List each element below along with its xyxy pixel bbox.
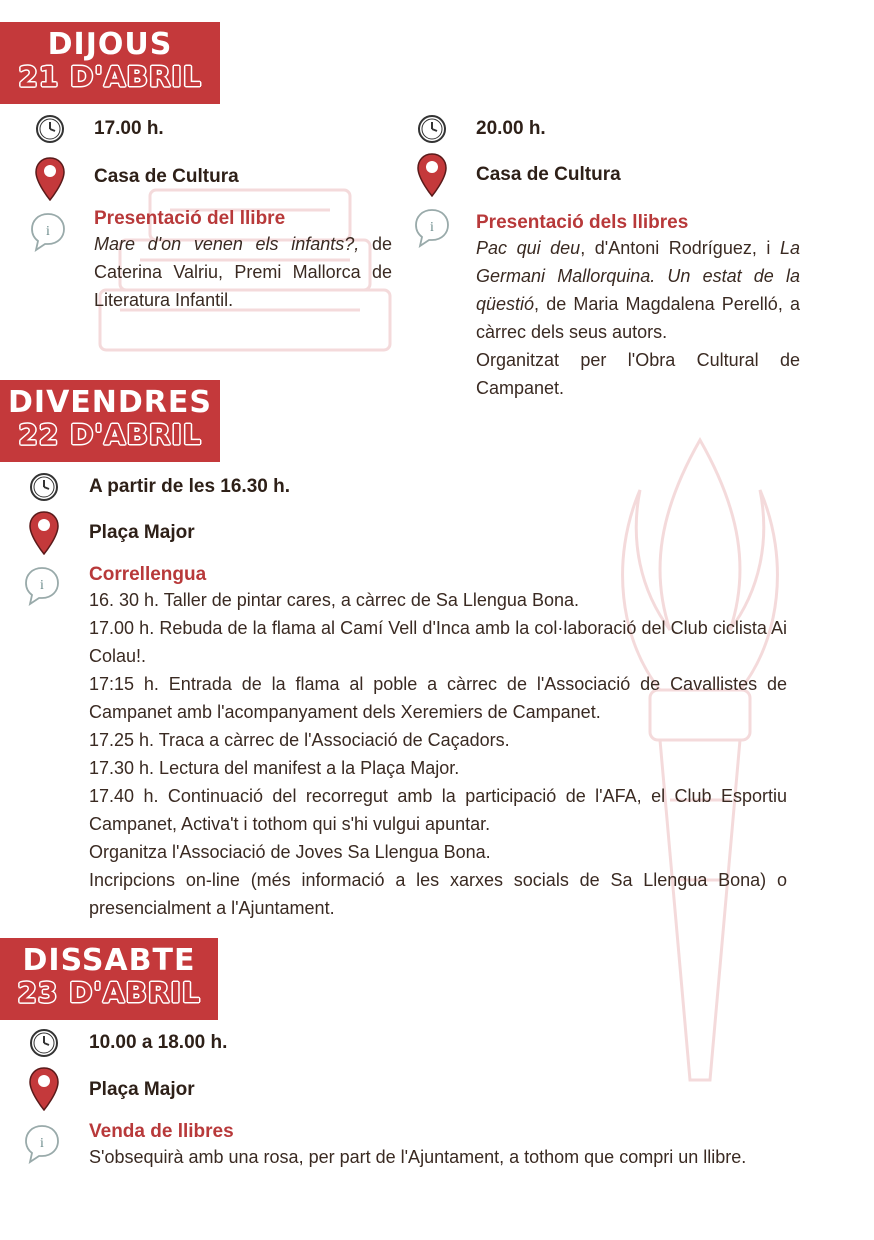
schedule-line: 17.40 h. Continuació del recorregut amb la participació de l'AFA, el Club Esportiu Campanet, Activa't i tothom qui s'hi vulgui apuntar. bbox=[89, 786, 787, 834]
schedule-line: 17:15 h. Entrada de la flama al poble a càrrec de l'Associació de Cavallistes de Campanet amb l'acompanyament dels Xeremiers de Campanet. bbox=[89, 674, 787, 722]
date-label: 23 D'ABRIL bbox=[17, 976, 201, 1009]
clock-icon bbox=[34, 112, 66, 144]
clock-icon bbox=[28, 1026, 60, 1058]
description-text: , d'Antoni Rodríguez, i bbox=[580, 238, 780, 258]
info-bubble-icon bbox=[22, 564, 62, 606]
day-label: DISSABTE bbox=[22, 943, 196, 978]
clock-icon bbox=[416, 112, 448, 144]
info-bubble-icon bbox=[412, 206, 452, 248]
event-time: 10.00 a 18.00 h. bbox=[89, 1032, 228, 1053]
schedule-line: 17.00 h. Rebuda de la flama al Camí Vell d'Inca amb la col·laboració del Club ciclista Ai Colau!. bbox=[89, 618, 787, 666]
book-title: La Germani Mallorquina. Un estat de la qüestió bbox=[476, 238, 800, 314]
date-label: 21 D'ABRIL bbox=[18, 60, 202, 93]
event-description bbox=[476, 234, 800, 346]
day-label: DIJOUS bbox=[47, 27, 173, 62]
event-details bbox=[476, 212, 800, 402]
event-details bbox=[89, 1121, 787, 1171]
event-place: Plaça Major bbox=[89, 1079, 195, 1100]
organizer-text: Organitza l'Associació de Joves Sa Llengua Bona. bbox=[89, 842, 491, 862]
event-title: Venda de llibres bbox=[89, 1121, 234, 1142]
location-pin-icon bbox=[416, 152, 448, 198]
info-bubble-icon bbox=[28, 210, 68, 252]
svg-text:i: i bbox=[430, 220, 434, 235]
event-description: S'obsequirà amb una rosa, per part de l'Ajuntament, a tothom que compri un llibre. bbox=[89, 1147, 747, 1167]
event-title: Correllengua bbox=[89, 564, 207, 585]
book-title: Mare d'on venen els infants?, bbox=[94, 234, 360, 254]
event-time: 20.00 h. bbox=[476, 118, 546, 139]
location-pin-icon bbox=[28, 1066, 60, 1112]
event-title: Presentació dels llibres bbox=[476, 212, 689, 233]
organizer-text: Organitzat per l'Obra Cultural de Campanet. bbox=[476, 350, 800, 398]
registration-text: Incripcions on-line (més informació a les xarxes socials de Sa Llengua Bona) o presencialment a l'Ajuntament. bbox=[89, 870, 787, 918]
event-place: Casa de Cultura bbox=[476, 164, 621, 185]
day-banner-divendres bbox=[0, 380, 220, 462]
event-place: Plaça Major bbox=[89, 522, 195, 543]
description-text: de Caterina Valriu, Premi Mallorca de Literatura Infantil. bbox=[94, 234, 392, 310]
info-bubble-icon bbox=[22, 1122, 62, 1164]
event-title: Presentació del llibre bbox=[94, 208, 286, 229]
event-place: Casa de Cultura bbox=[94, 166, 239, 187]
clock-icon bbox=[28, 470, 60, 502]
event-description bbox=[94, 230, 392, 314]
svg-text:i: i bbox=[40, 1136, 44, 1151]
schedule-line: 17.30 h. Lectura del manifest a la Plaça Major. bbox=[89, 758, 460, 778]
schedule-line: 16. 30 h. Taller de pintar cares, a càrrec de Sa Llengua Bona. bbox=[89, 590, 579, 610]
event-time: 17.00 h. bbox=[94, 118, 164, 139]
date-label: 22 D'ABRIL bbox=[18, 418, 202, 451]
day-banner-dissabte bbox=[0, 938, 218, 1020]
schedule-line: 17.25 h. Traca a càrrec de l'Associació de Caçadors. bbox=[89, 730, 510, 750]
day-banner-dijous bbox=[0, 22, 220, 104]
location-pin-icon bbox=[34, 156, 66, 202]
svg-text:i: i bbox=[40, 578, 44, 593]
event-details bbox=[94, 208, 392, 314]
description-text: , de Maria Magdalena Perelló, a càrrec dels seus autors. bbox=[476, 294, 800, 342]
event-details bbox=[89, 564, 787, 922]
location-pin-icon bbox=[28, 510, 60, 556]
book-title: Pac qui deu bbox=[476, 238, 581, 258]
event-time: A partir de les 16.30 h. bbox=[89, 476, 290, 497]
day-label: DIVENDRES bbox=[8, 385, 212, 420]
svg-text:i: i bbox=[46, 224, 50, 239]
